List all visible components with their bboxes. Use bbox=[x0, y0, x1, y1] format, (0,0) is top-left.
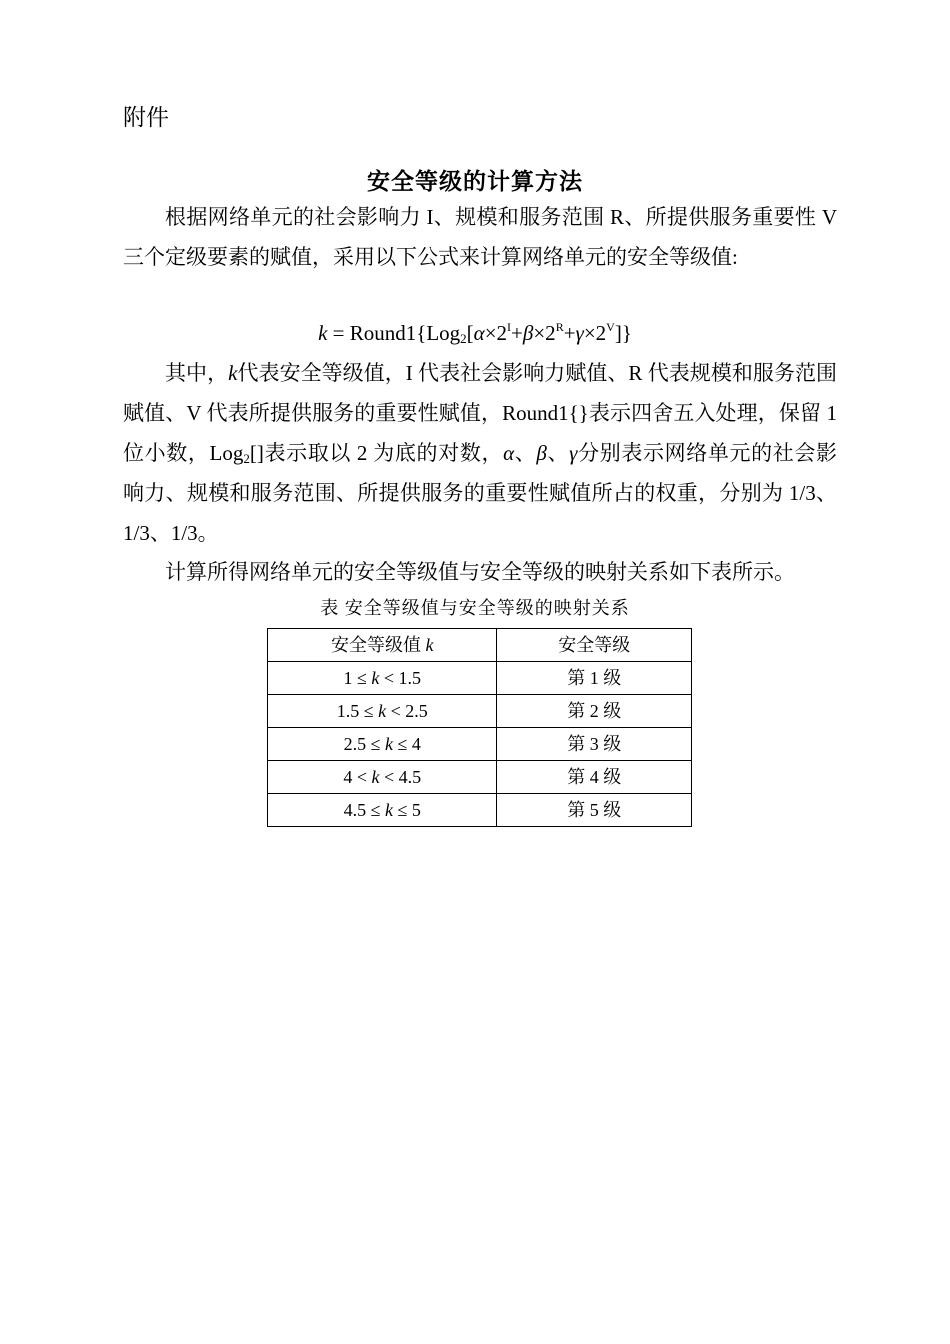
range-right: < 2.5 bbox=[386, 701, 428, 721]
formula-plus-a: + bbox=[511, 321, 523, 345]
range-k: k bbox=[384, 800, 393, 820]
table-row bbox=[268, 662, 692, 695]
range-left: 4 < bbox=[343, 767, 372, 787]
level-cell: 第 2 级 bbox=[497, 695, 692, 728]
explanation-log-base: 2 bbox=[243, 451, 250, 466]
formula-alpha: α bbox=[473, 321, 485, 345]
explanation-k: k bbox=[228, 361, 238, 385]
range-cell bbox=[268, 695, 497, 728]
range-k: k bbox=[384, 734, 393, 754]
formula-beta: β bbox=[522, 321, 534, 345]
level-cell: 第 1 级 bbox=[497, 662, 692, 695]
paragraph-intro bbox=[123, 197, 837, 277]
range-left: 1.5 ≤ bbox=[336, 701, 379, 721]
explanation-gamma: γ bbox=[569, 441, 578, 465]
range-k: k bbox=[378, 701, 387, 721]
header-cell-level: 安全等级 bbox=[497, 629, 692, 662]
table-row bbox=[268, 695, 692, 728]
formula-times-a: ×2 bbox=[484, 321, 508, 345]
header-cell-value bbox=[268, 629, 497, 662]
explanation-part1: 代表安全等级值，I 代表社会影响力赋值、R 代表规模和服务范围赋值、V 代表所提供服务的重要性赋值，Round1{}表示四舍五入处理，保留 1 位小数，Log bbox=[123, 361, 838, 465]
range-cell bbox=[268, 662, 497, 695]
formula bbox=[0, 315, 950, 351]
range-right: < 1.5 bbox=[379, 668, 421, 688]
document-title: 安全等级的计算方法 bbox=[367, 169, 583, 194]
formula-gamma: γ bbox=[575, 321, 584, 345]
level-cell: 第 4 级 bbox=[497, 761, 692, 794]
range-cell bbox=[268, 794, 497, 827]
explanation-sep1: 、 bbox=[514, 441, 537, 465]
explanation-prefix: 其中， bbox=[165, 361, 229, 385]
table-row bbox=[268, 761, 692, 794]
range-left: 4.5 ≤ bbox=[343, 800, 385, 820]
formula-sup-i: I bbox=[507, 320, 512, 334]
formula-times-c: ×2 bbox=[583, 321, 607, 345]
range-left: 1 ≤ bbox=[343, 668, 372, 688]
formula-open: [ bbox=[466, 321, 474, 345]
header-value-k: k bbox=[425, 635, 434, 655]
paragraph-table-intro bbox=[123, 552, 837, 592]
range-cell bbox=[268, 761, 497, 794]
header-value-label: 安全等级值 bbox=[330, 635, 426, 655]
formula-sup-v: V bbox=[606, 320, 615, 334]
table-row bbox=[268, 728, 692, 761]
formula-k: k bbox=[318, 321, 328, 345]
range-right: < 4.5 bbox=[379, 767, 422, 787]
table-row bbox=[268, 794, 692, 827]
explanation-beta: β bbox=[536, 441, 547, 465]
formula-close: ]} bbox=[614, 321, 632, 345]
table-header-row bbox=[268, 629, 692, 662]
range-right: ≤ 4 bbox=[392, 734, 421, 754]
mapping-table bbox=[267, 628, 692, 827]
paragraph-intro-text: 根据网络单元的社会影响力 I、规模和服务范围 R、所提供服务重要性 V 三个定级要素的赋值，采用以下公式来计算网络单元的安全等级值: bbox=[123, 205, 837, 269]
attachment-label: 附件 bbox=[123, 105, 169, 130]
table-caption: 表 安全等级值与安全等级的映射关系 bbox=[320, 598, 630, 618]
range-k: k bbox=[371, 668, 380, 688]
paragraph-explanation bbox=[123, 353, 837, 553]
formula-sup-r: R bbox=[555, 320, 564, 334]
explanation-part2: []表示取以 2 为底的对数， bbox=[249, 441, 504, 465]
formula-log-base: 2 bbox=[460, 331, 467, 346]
formula-eq: = Round1{Log bbox=[327, 321, 461, 345]
range-k: k bbox=[371, 767, 380, 787]
table-intro-text: 计算所得网络单元的安全等级值与安全等级的映射关系如下表所示。 bbox=[165, 560, 795, 584]
range-left: 2.5 ≤ bbox=[343, 734, 385, 754]
formula-times-b: ×2 bbox=[533, 321, 556, 345]
formula-plus-b: + bbox=[563, 321, 576, 345]
level-cell: 第 5 级 bbox=[497, 794, 692, 827]
range-cell bbox=[268, 728, 497, 761]
explanation-part3: 分别表示网络单元的社会影响力、规模和服务范围、所提供服务的重要性赋值所占的权重，分别为 1/3、1/3、1/3。 bbox=[123, 441, 838, 545]
explanation-alpha: α bbox=[503, 441, 515, 465]
range-right: ≤ 5 bbox=[392, 800, 421, 820]
level-cell: 第 3 级 bbox=[497, 728, 692, 761]
explanation-sep2: 、 bbox=[546, 441, 570, 465]
